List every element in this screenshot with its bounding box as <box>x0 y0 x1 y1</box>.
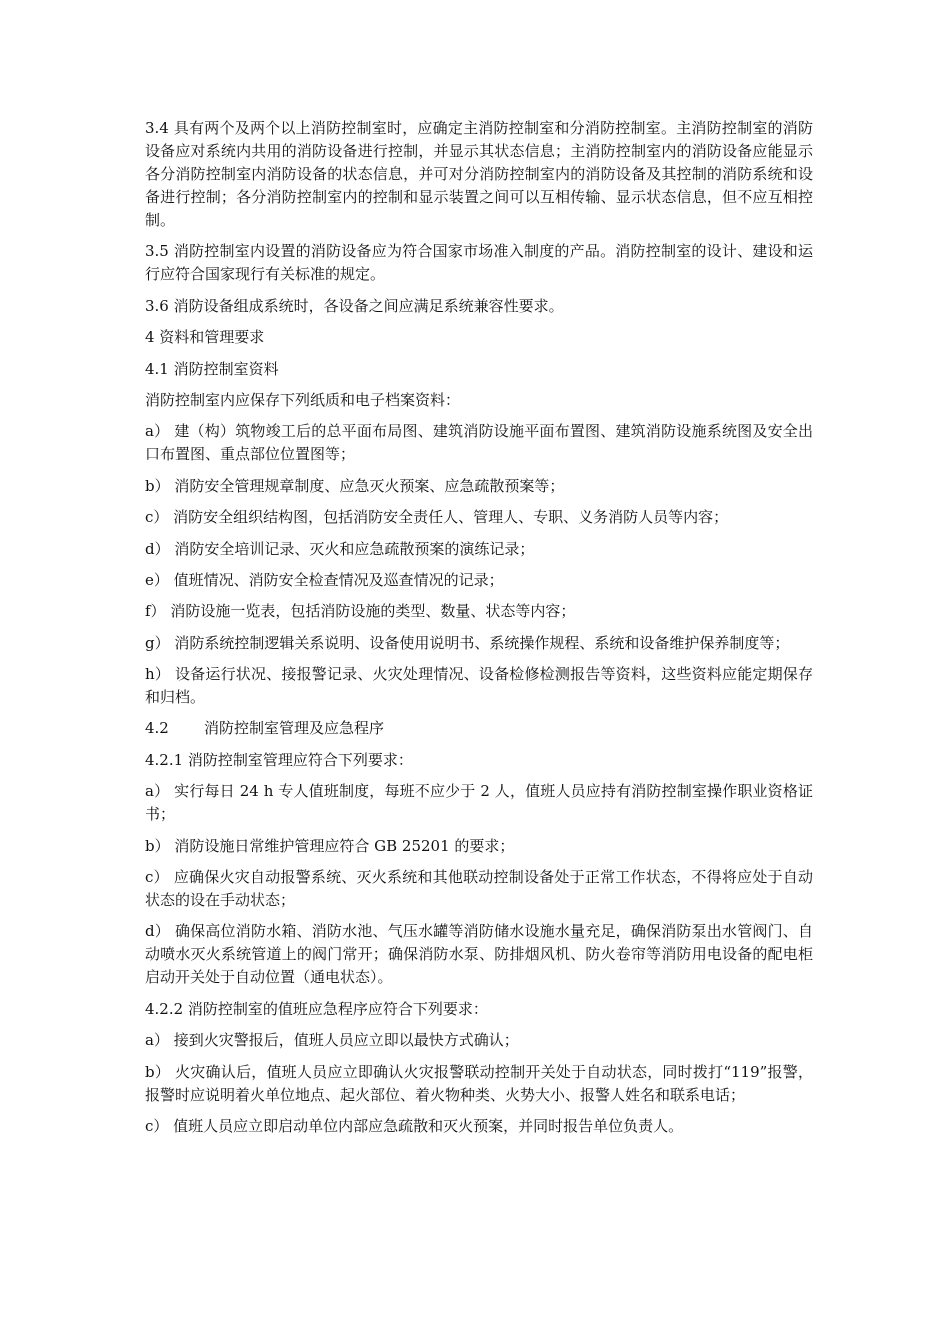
clause-4-2-1: 4.2.1 消防控制室管理应符合下列要求： <box>145 750 413 769</box>
list-item-g: g） 消防系统控制逻辑关系说明、设备使用说明书、系统操作规程、系统和设备维护保养制度等； <box>145 633 790 652</box>
section-4-heading: 4 资料和管理要求 <box>145 328 265 347</box>
list-item-b: b） 消防安全管理规章制度、应急灭火预案、应急疏散预案等； <box>145 476 565 495</box>
clause-3-6: 3.6 消防设备组成系统时，各设备之间应满足系统兼容性要求。 <box>145 296 564 315</box>
list-item-a: a） 建（构）筑物竣工后的总平面布局图、建筑消防设施平面布置图、建筑消防设施系统图及安全出口布置图、重点部位位置图等； <box>145 422 813 464</box>
list-item-d: d） 消防安全培训记录、灭火和应急疏散预案的演练记录； <box>145 539 535 558</box>
clause-3-5: 3.5 消防控制室内设置的消防设备应为符合国家市场准入制度的产品。消防控制室的设计、建设和运行应符合国家现行有关标准的规定。 <box>145 242 813 284</box>
section-4-1-heading: 4.1 消防控制室资料 <box>145 359 279 378</box>
list-item-f: f） 消防设施一览表，包括消防设施的类型、数量、状态等内容； <box>145 602 576 621</box>
list-item-a: a） 接到火灾警报后，值班人员应立即以最快方式确认； <box>145 1031 519 1050</box>
list-item-h: h） 设备运行状况、接报警记录、火灾处理情况、设备检修检测报告等资料，这些资料应能定期保存和归档。 <box>145 665 813 707</box>
list-item-c: c） 值班人员应立即启动单位内部应急疏散和灭火预案，并同时报告单位负责人。 <box>145 1116 684 1135</box>
section-4-1-intro: 消防控制室内应保存下列纸质和电子档案资料： <box>145 390 461 409</box>
clause-3-4: 3.4 具有两个及两个以上消防控制室时，应确定主消防控制室和分消防控制室。主消防控制室的消防设备应对系统内共用的消防设备进行控制，并显示其状态信息；主消防控制室内的消防设备应能显示各分消防控制室内消防设备的状态信息，并可对分消防控制室内的消防设备及其控制的消防系统和设备进行控制；各分消防控制室内的控制和显示装置之间可以互相传输、显示状态信息，但不应互相控制。 <box>145 119 813 229</box>
list-item-c: c） 消防安全组织结构图，包括消防安全责任人、管理人、专职、义务消防人员等内容； <box>145 508 729 527</box>
list-item-b: b） 消防设施日常维护管理应符合 GB 25201 的要求； <box>145 836 515 855</box>
list-item-a: a） 实行每日 24 h 专人值班制度，每班不应少于 2 人，值班人员应持有消防控制室操作职业资格证书； <box>145 782 813 824</box>
clause-4-2-2: 4.2.2 消防控制室的值班应急程序应符合下列要求： <box>145 999 488 1018</box>
section-4-2-title: 消防控制室管理及应急程序 <box>204 719 385 738</box>
list-item-e: e） 值班情况、消防安全检查情况及巡查情况的记录； <box>145 570 504 589</box>
section-4-2-number: 4.2 <box>145 719 169 738</box>
document-page <box>145 117 813 1146</box>
list-item-b: b） 火灾确认后，值班人员应立即确认火灾报警联动控制开关处于自动状态，同时拨打“119”报警，报警时应说明着火单位地点、起火部位、着火物种类、火势大小、报警人姓名和联系电话； <box>145 1062 813 1104</box>
list-item-d: d） 确保高位消防水箱、消防水池、气压水罐等消防储水设施水量充足，确保消防泵出水管阀门、自动喷水灭火系统管道上的阀门常开；确保消防水泵、防排烟风机、防火卷帘等消防用电设备的配电柜启动开关处于自动位置（通电状态）。 <box>145 922 813 987</box>
section-4-2-heading <box>145 717 813 740</box>
list-item-c: c） 应确保火灾自动报警系统、灭火系统和其他联动控制设备处于正常工作状态，不得将应处于自动状态的设在手动状态； <box>145 868 813 910</box>
